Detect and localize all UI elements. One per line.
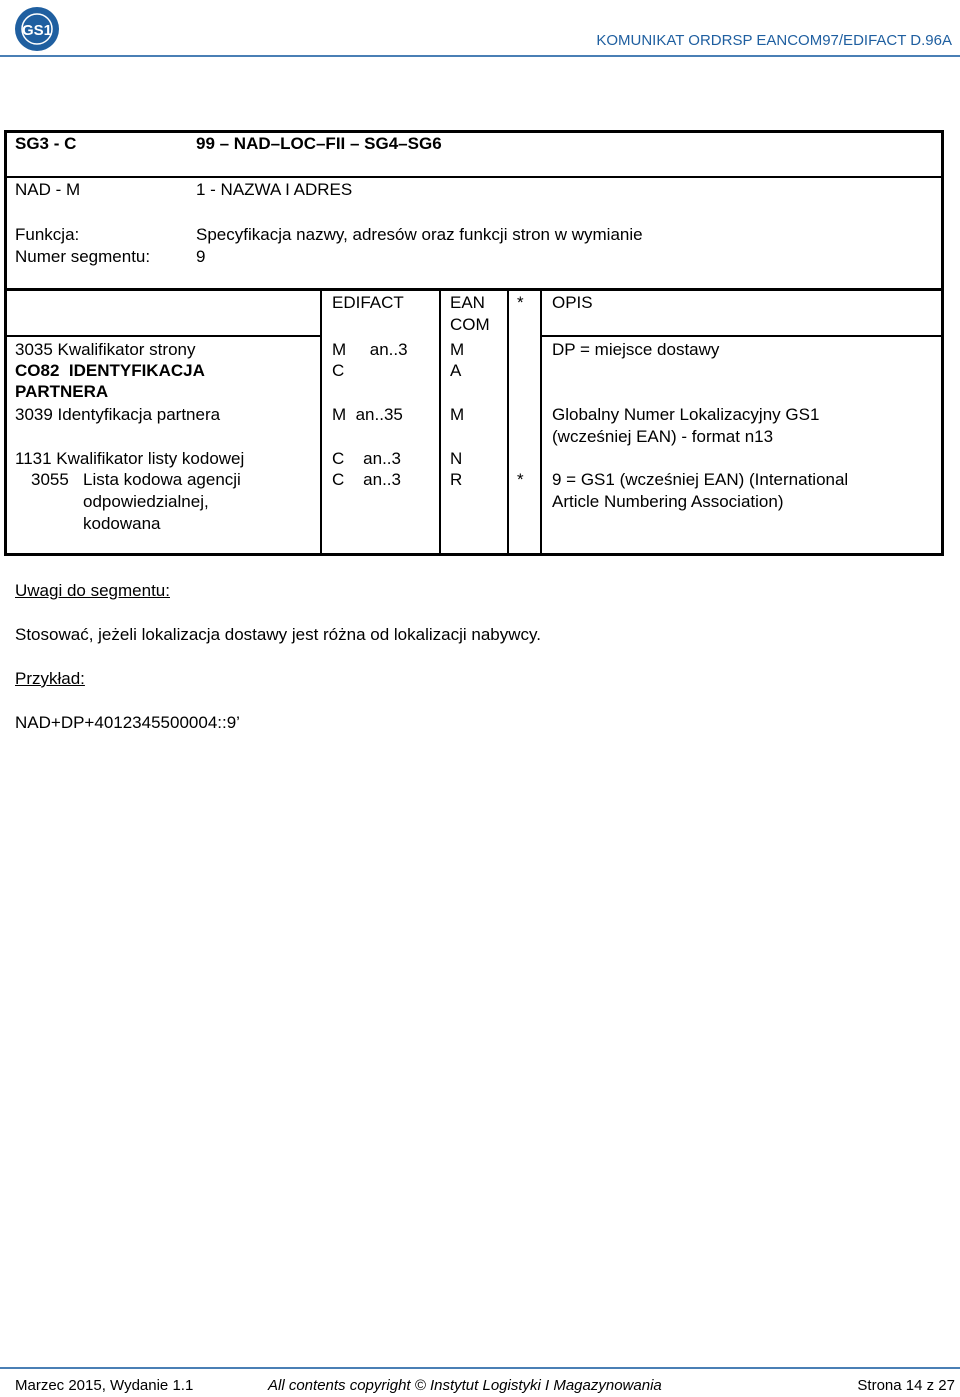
col-header-star: * — [517, 293, 524, 312]
row-3035-name: 3035 Kwalifikator strony — [15, 340, 196, 359]
column-divider-star — [507, 290, 509, 554]
col-header-edifact: EDIFACT — [332, 293, 404, 312]
row-3035-opis: DP = miejsce dostawy — [552, 340, 720, 359]
row-1131-name: 1131 Kwalifikator listy kodowej — [15, 449, 245, 468]
gs1-logo-text: GS1 — [21, 22, 53, 39]
row-3035-format: M an..3 — [332, 340, 408, 359]
sg-description: 99 – NAD–LOC–FII – SG4–SG6 — [196, 134, 442, 153]
nad-code: NAD - M — [15, 180, 81, 199]
row-c082-format: C — [332, 361, 345, 380]
header-row-divider-right — [540, 335, 944, 337]
row-1131-ean: N — [450, 449, 463, 468]
footer-edition: Marzec 2015, Wydanie 1.1 — [15, 1377, 194, 1394]
row-3055-opis: 9 = GS1 (wcześniej EAN) (International — [552, 470, 849, 489]
nad-description: 1 - NAZWA I ADRES — [196, 180, 353, 199]
row-3055-star: * — [517, 470, 524, 489]
column-divider-ean — [439, 290, 441, 554]
col-header-com: COM — [450, 315, 490, 334]
header-title: KOMUNIKAT ORDRSP EANCOM97/EDIFACT D.96A — [596, 32, 952, 49]
row-3055-name-cont: odpowiedzialnej, — [83, 492, 209, 511]
gs1-logo — [13, 5, 61, 53]
sg-code: SG3 - C — [15, 134, 77, 153]
segment-number-label: Numer segmentu: — [15, 247, 151, 266]
row-c082-name-cont: PARTNERA — [15, 382, 109, 401]
row-1131-format: C an..3 — [332, 449, 401, 468]
remarks-text: Stosować, jeżeli lokalizacja dostawy jest różna od lokalizacji nabywcy. — [15, 625, 541, 644]
col-header-ean: EAN — [450, 293, 485, 312]
row-3039-format: M an..35 — [332, 405, 403, 424]
row-3035-ean: M — [450, 340, 465, 359]
footer-copyright: All contents copyright © Instytut Logistyki I Magazynowania — [268, 1377, 662, 1394]
function-value: Specyfikacja nazwy, adresów oraz funkcji stron w wymianie — [196, 225, 643, 244]
row-3039-name: 3039 Identyfikacja partnera — [15, 405, 221, 424]
remarks-label: Uwagi do segmentu: — [15, 581, 170, 600]
row-c082-name: CO82 IDENTYFIKACJA — [15, 361, 205, 380]
header-row-divider-left — [4, 335, 320, 337]
row-3055-code: 3055 — [31, 470, 69, 489]
column-divider-opis — [540, 290, 542, 554]
function-label: Funkcja: — [15, 225, 80, 244]
row-3055-name-cont2: kodowana — [83, 514, 161, 533]
example-label: Przykład: — [15, 669, 85, 688]
segment-number-value: 9 — [196, 247, 206, 266]
row-3039-ean: M — [450, 405, 465, 424]
footer-page-number: Strona 14 z 27 — [857, 1377, 955, 1394]
row-3039-opis: Globalny Numer Lokalizacyjny GS1 — [552, 405, 820, 424]
row-3055-ean: R — [450, 470, 463, 489]
col-header-opis: OPIS — [552, 293, 593, 312]
column-divider-edifact — [320, 290, 322, 554]
example-text: NAD+DP+4012345500004::9’ — [15, 713, 240, 732]
row-3055-format: C an..3 — [332, 470, 401, 489]
footer-divider — [0, 1367, 960, 1369]
row-3039-opis-cont: (wcześniej EAN) - format n13 — [552, 427, 774, 446]
segment-box-divider — [4, 176, 944, 178]
row-3055-name: Lista kodowa agencji — [83, 470, 241, 489]
header-divider — [0, 55, 960, 57]
row-3055-opis-cont: Article Numbering Association) — [552, 492, 784, 511]
row-c082-ean: A — [450, 361, 462, 380]
